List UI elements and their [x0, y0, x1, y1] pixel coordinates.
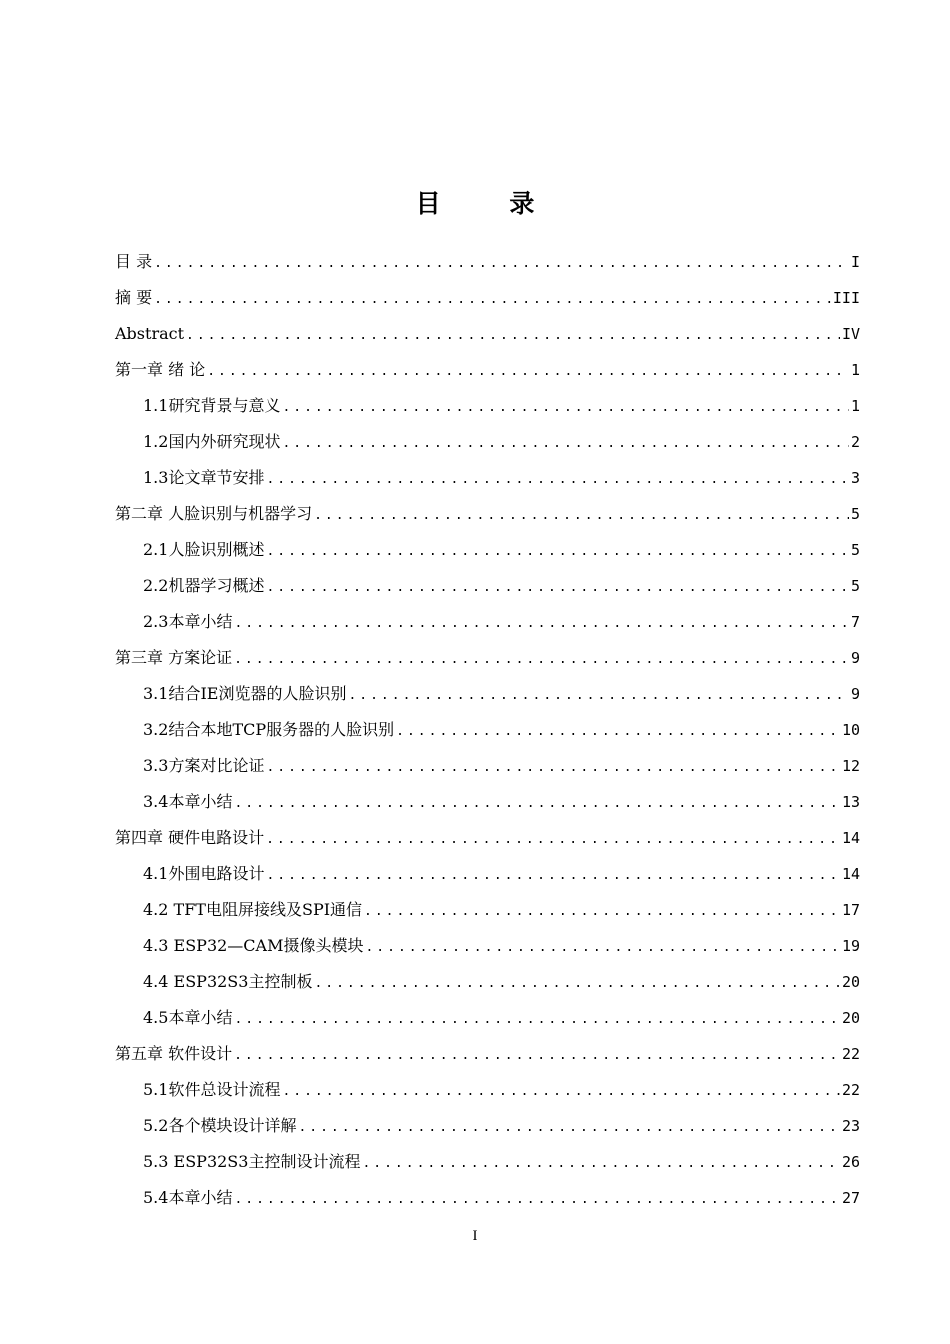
- page-title: 目 录: [415, 189, 565, 218]
- toc-entry-page: 9: [850, 649, 860, 667]
- toc-entry-page: IV: [841, 325, 860, 343]
- toc-dot-leader: [266, 822, 840, 858]
- toc-entry[interactable]: [115, 244, 860, 280]
- toc-entry-page: 5: [850, 577, 860, 595]
- toc-entry-page: 22: [841, 1045, 860, 1063]
- toc-entry-page: 5: [850, 505, 860, 523]
- toc-entry-label: 第五章 软件设计: [115, 1044, 233, 1063]
- toc-entry[interactable]: [115, 460, 860, 496]
- toc-dot-leader: [348, 678, 849, 714]
- toc-entry[interactable]: [115, 748, 860, 784]
- toc-entry-label: 第二章 人脸识别与机器学习: [115, 504, 313, 523]
- toc-entry-page: 14: [841, 865, 860, 883]
- toc-entry-page: III: [832, 289, 860, 307]
- toc-dot-leader: [234, 642, 849, 678]
- toc-dot-leader: [365, 930, 839, 966]
- toc-entry-page: 3: [850, 469, 860, 487]
- toc-entry[interactable]: [115, 496, 860, 532]
- toc-entry-page: 22: [841, 1081, 860, 1099]
- toc-entry[interactable]: [115, 1180, 860, 1216]
- toc-entry-label: 5.3 ESP32S3主控制设计流程: [143, 1152, 361, 1171]
- toc-entry-label: 目 录: [115, 252, 153, 271]
- toc-entry[interactable]: [115, 424, 860, 460]
- table-of-contents: [115, 244, 860, 1216]
- toc-dot-leader: [362, 1146, 839, 1182]
- toc-entry-page: 2: [850, 433, 860, 451]
- toc-entry[interactable]: [115, 1144, 860, 1180]
- toc-dot-leader: [266, 750, 839, 786]
- toc-entry[interactable]: [115, 856, 860, 892]
- toc-entry-page: 19: [841, 937, 860, 955]
- toc-entry-page: 27: [841, 1189, 860, 1207]
- toc-dot-leader: [234, 1002, 839, 1038]
- toc-entry-page: 17: [841, 901, 860, 919]
- toc-entry-label: 4.4 ESP32S3主控制板: [143, 972, 313, 991]
- toc-dot-leader: [364, 894, 840, 930]
- toc-entry-label: 1.2国内外研究现状: [143, 432, 281, 451]
- toc-entry-label: 4.3 ESP32—CAM摄像头模块: [143, 936, 364, 955]
- toc-dot-leader: [234, 1038, 840, 1074]
- toc-entry[interactable]: [115, 352, 860, 388]
- toc-dot-leader: [266, 534, 849, 570]
- toc-dot-leader: [282, 426, 849, 462]
- toc-entry[interactable]: [115, 820, 860, 856]
- toc-entry-page: 14: [841, 829, 860, 847]
- toc-entry[interactable]: [115, 928, 860, 964]
- toc-entry-page: 1: [850, 397, 860, 415]
- toc-dot-leader: [186, 318, 840, 354]
- toc-entry[interactable]: [115, 316, 860, 352]
- toc-entry-label: 2.2机器学习概述: [143, 576, 265, 595]
- toc-entry[interactable]: [115, 964, 860, 1000]
- toc-entry-label: 3.1结合IE浏览器的人脸识别: [143, 684, 347, 703]
- toc-entry-page: I: [850, 253, 860, 271]
- toc-entry-label: 5.2各个模块设计详解: [143, 1116, 297, 1135]
- toc-dot-leader: [154, 246, 849, 282]
- toc-entry-page: 12: [841, 757, 860, 775]
- toc-entry-label: 第三章 方案论证: [115, 648, 233, 667]
- toc-entry-page: 20: [841, 973, 860, 991]
- toc-entry[interactable]: [115, 676, 860, 712]
- toc-entry-label: 2.1人脸识别概述: [143, 540, 265, 559]
- toc-dot-leader: [154, 282, 831, 318]
- toc-entry[interactable]: [115, 1000, 860, 1036]
- toc-entry[interactable]: [115, 640, 860, 676]
- toc-entry[interactable]: [115, 1108, 860, 1144]
- toc-entry[interactable]: [115, 532, 860, 568]
- toc-entry-label: 1.1研究背景与意义: [143, 396, 281, 415]
- toc-entry-page: 7: [850, 613, 860, 631]
- toc-entry[interactable]: [115, 604, 860, 640]
- toc-entry-page: 20: [841, 1009, 860, 1027]
- toc-dot-leader: [234, 1182, 839, 1218]
- toc-entry[interactable]: [115, 1036, 860, 1072]
- toc-entry-label: 第四章 硬件电路设计: [115, 828, 265, 847]
- toc-entry-page: 26: [841, 1153, 860, 1171]
- toc-entry-label: 第一章 绪 论: [115, 360, 206, 379]
- toc-entry[interactable]: [115, 892, 860, 928]
- toc-dot-leader: [282, 390, 849, 426]
- toc-dot-leader: [314, 966, 839, 1002]
- toc-entry-label: 摘 要: [115, 288, 153, 307]
- toc-entry-label: 4.1外围电路设计: [143, 864, 265, 883]
- toc-entry-page: 13: [841, 793, 860, 811]
- toc-entry[interactable]: [115, 784, 860, 820]
- toc-entry-label: 2.3本章小结: [143, 612, 233, 631]
- toc-entry[interactable]: [115, 712, 860, 748]
- toc-entry[interactable]: [115, 568, 860, 604]
- toc-entry-label: 4.5本章小结: [143, 1008, 233, 1027]
- toc-entry-page: 1: [850, 361, 860, 379]
- toc-entry-page: 10: [841, 721, 860, 739]
- toc-dot-leader: [396, 714, 840, 750]
- toc-entry[interactable]: [115, 280, 860, 316]
- toc-entry-label: 3.4本章小结: [143, 792, 233, 811]
- toc-dot-leader: [314, 498, 849, 534]
- toc-entry-label: Abstract: [115, 324, 185, 343]
- toc-entry-label: 5.4本章小结: [143, 1188, 233, 1207]
- toc-entry-label: 1.3论文章节安排: [143, 468, 265, 487]
- toc-dot-leader: [234, 786, 839, 822]
- toc-entry-label: 3.2结合本地TCP服务器的人脸识别: [143, 720, 395, 739]
- toc-dot-leader: [266, 858, 839, 894]
- toc-dot-leader: [234, 606, 849, 642]
- toc-entry-label: 3.3方案对比论证: [143, 756, 265, 775]
- toc-entry[interactable]: [115, 1072, 860, 1108]
- toc-dot-leader: [207, 354, 849, 390]
- toc-dot-leader: [266, 462, 849, 498]
- toc-dot-leader: [282, 1074, 839, 1110]
- toc-entry-page: 23: [841, 1117, 860, 1135]
- toc-entry[interactable]: [115, 388, 860, 424]
- toc-dot-leader: [298, 1110, 839, 1146]
- toc-entry-page: 5: [850, 541, 860, 559]
- toc-entry-page: 9: [850, 685, 860, 703]
- toc-dot-leader: [266, 570, 849, 606]
- page-number: I: [472, 1228, 478, 1244]
- toc-entry-label: 4.2 TFT电阻屏接线及SPI通信: [143, 900, 363, 919]
- toc-entry-label: 5.1软件总设计流程: [143, 1080, 281, 1099]
